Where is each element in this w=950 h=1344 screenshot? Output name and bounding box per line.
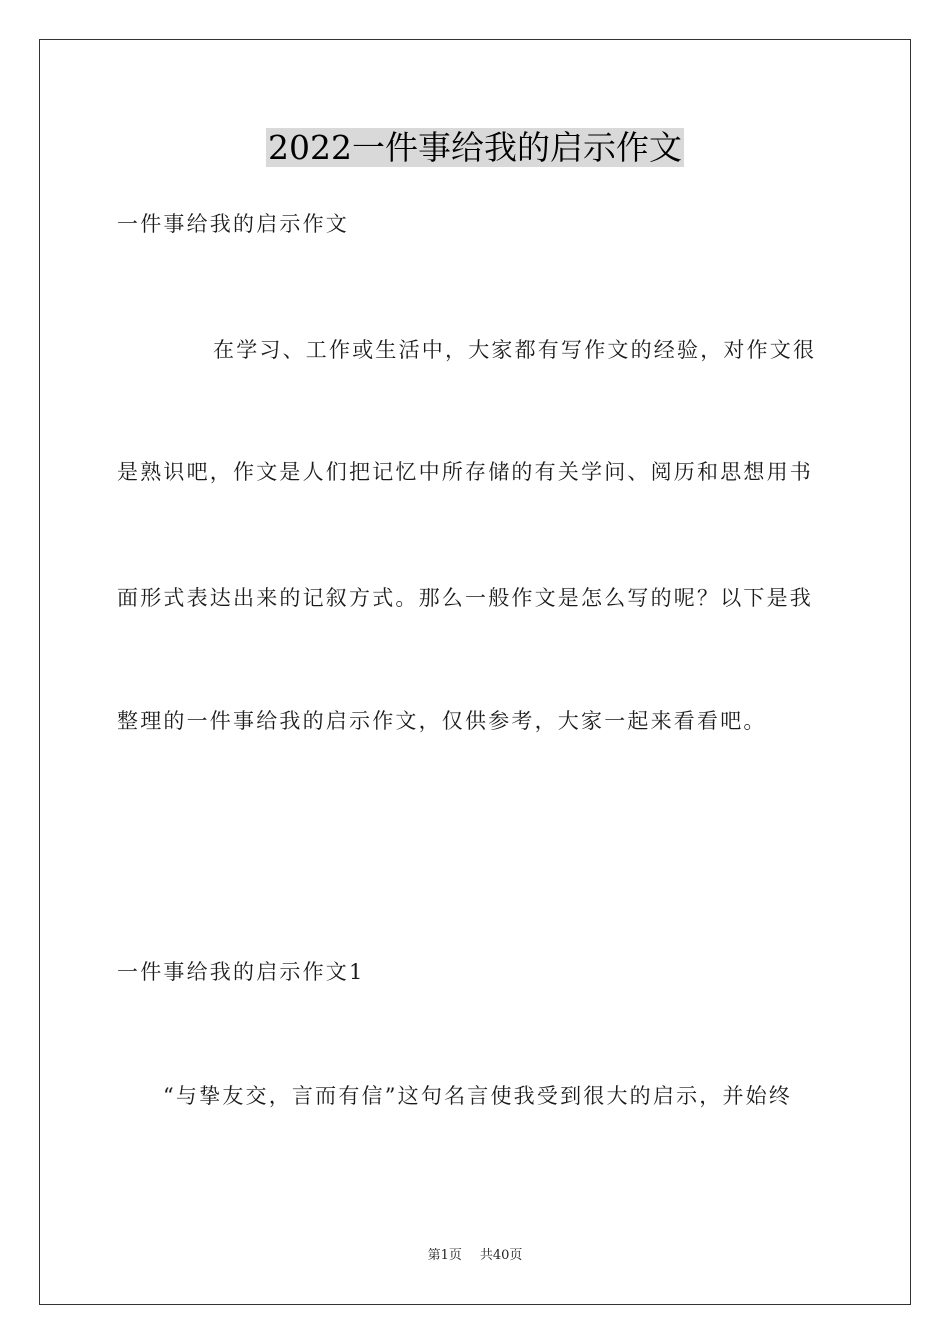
page-number: 第1页 [427,1248,462,1263]
document-subtitle: 一件事给我的启示作文 [117,212,349,236]
page-total: 共40页 [479,1248,523,1263]
paragraph-line: 是熟识吧，作文是人们把记忆中所存储的有关学问、阅历和思想用书 [117,460,813,484]
section-heading: 一件事给我的启示作文1 [117,960,365,984]
paragraph-line: 整理的一件事给我的启示作文，仅供参考，大家一起来看看吧。 [117,709,767,733]
paragraph-line: 在学习、工作或生活中，大家都有写作文的经验，对作文很 [213,338,817,362]
document-title [0,124,950,172]
page-footer [0,1247,950,1265]
paragraph-line: 面形式表达出来的记叙方式。那么一般作文是怎么写的呢？以下是我 [117,586,813,610]
paragraph-line: “与挚友交，言而有信”这句名言使我受到很大的启示，并始终 [163,1084,793,1108]
document-title-text: 2022一件事给我的启示作文 [268,128,682,167]
